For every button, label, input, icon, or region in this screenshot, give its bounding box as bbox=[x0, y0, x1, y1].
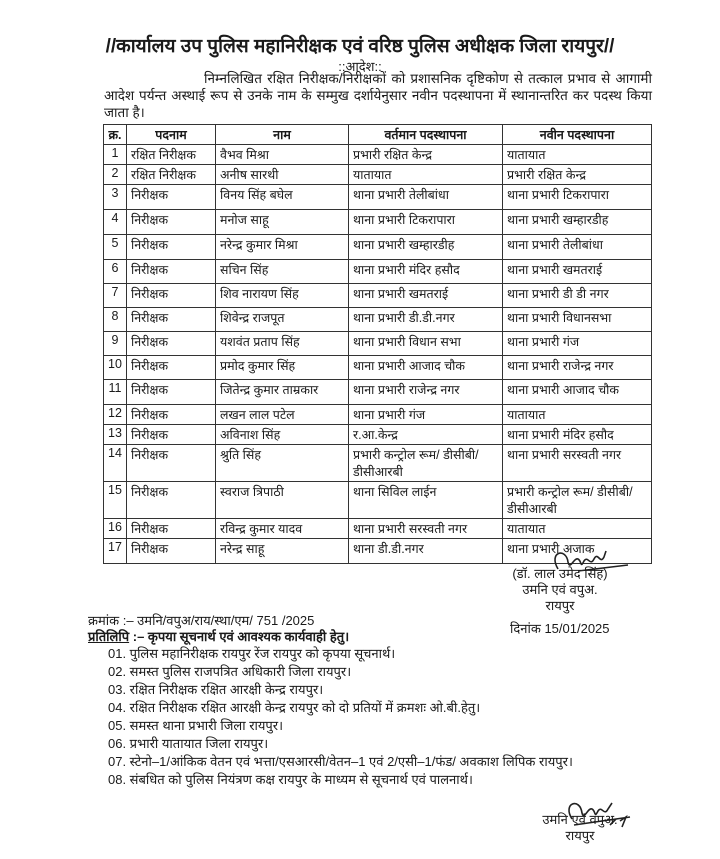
copy-list-item: 01. पुलिस महानिरीक्षक रायपुर रेंज रायपुर को कृपया सूचनार्थ। bbox=[108, 646, 396, 661]
cell-serial: 5 bbox=[104, 235, 127, 260]
cell-serial: 7 bbox=[104, 284, 127, 308]
cell-serial: 10 bbox=[104, 356, 127, 380]
copy-list-item: 02. समस्त पुलिस राजपत्रित अधिकारी जिला रायपुर। bbox=[108, 664, 352, 679]
cell-serial: 2 bbox=[104, 165, 127, 185]
table-row bbox=[104, 235, 652, 260]
cell-current-posting: थाना प्रभारी खम्हारडीह bbox=[349, 235, 503, 260]
copy-label: प्रतिलिपि bbox=[88, 629, 130, 644]
cell-name: नरेन्द्र कुमार मिश्रा bbox=[216, 235, 349, 260]
cell-designation: निरीक्षक bbox=[127, 185, 216, 210]
cell-designation: रक्षित निरीक्षक bbox=[127, 145, 216, 165]
cell-serial: 17 bbox=[104, 539, 127, 564]
cell-new-posting: थाना प्रभारी अजाक bbox=[503, 539, 652, 564]
order-heading: ::आदेश:: bbox=[338, 59, 382, 74]
cell-name: प्रमोद कुमार सिंह bbox=[216, 356, 349, 380]
cell-current-posting: थाना सिविल लाईन bbox=[349, 482, 503, 519]
cell-new-posting: यातायात bbox=[503, 145, 652, 165]
copy-to-heading bbox=[88, 627, 349, 645]
cell-current-posting: थाना प्रभारी विधान सभा bbox=[349, 332, 503, 356]
cell-new-posting: यातायात bbox=[503, 405, 652, 425]
table-row bbox=[104, 185, 652, 210]
cell-current-posting: प्रभारी रक्षित केन्द्र bbox=[349, 145, 503, 165]
col-new-posting: नवीन पदस्थापना bbox=[503, 125, 652, 145]
cell-name: मनोज साहू bbox=[216, 210, 349, 235]
cell-new-posting: प्रभारी रक्षित केन्द्र bbox=[503, 165, 652, 185]
cell-serial: 16 bbox=[104, 519, 127, 539]
cell-name: शिवेन्द्र राजपूत bbox=[216, 308, 349, 332]
cell-new-posting: यातायात bbox=[503, 519, 652, 539]
cell-new-posting: थाना प्रभारी विधानसभा bbox=[503, 308, 652, 332]
cell-serial: 15 bbox=[104, 482, 127, 519]
table-header-row bbox=[104, 125, 652, 145]
cell-name: यशवंत प्रताप सिंह bbox=[216, 332, 349, 356]
cell-serial: 13 bbox=[104, 425, 127, 445]
cell-serial: 4 bbox=[104, 210, 127, 235]
cell-current-posting: थाना प्रभारी डी.डी.नगर bbox=[349, 308, 503, 332]
cell-name: विनय सिंह बघेल bbox=[216, 185, 349, 210]
cell-name: अविनाश सिंह bbox=[216, 425, 349, 445]
cell-name: सचिन सिंह bbox=[216, 260, 349, 284]
cell-serial: 11 bbox=[104, 380, 127, 405]
cell-designation: निरीक्षक bbox=[127, 380, 216, 405]
cell-designation: निरीक्षक bbox=[127, 210, 216, 235]
cell-name: अनीष सारथी bbox=[216, 165, 349, 185]
signatory-place: रायपुर bbox=[545, 598, 575, 613]
table-row bbox=[104, 425, 652, 445]
office-title: //कार्यालय उप पुलिस महानिरीक्षक एवं वरिष्ठ पुलिस अधीक्षक जिला रायपुर// bbox=[105, 36, 615, 57]
cell-designation: निरीक्षक bbox=[127, 284, 216, 308]
cell-serial: 6 bbox=[104, 260, 127, 284]
signatory-designation-2: उमनि एवं वपुअ. bbox=[542, 812, 618, 827]
order-date: दिनांक 15/01/2025 bbox=[510, 621, 610, 636]
cell-current-posting: प्रभारी कन्ट्रोल रूम/ डीसीबी/डीसीआरबी bbox=[349, 445, 503, 482]
cell-serial: 12 bbox=[104, 405, 127, 425]
copy-list-item: 06. प्रभारी यातायात जिला रायपुर। bbox=[108, 736, 269, 751]
signatory-place-2: रायपुर bbox=[565, 828, 595, 843]
cell-designation: निरीक्षक bbox=[127, 405, 216, 425]
cell-designation: निरीक्षक bbox=[127, 425, 216, 445]
cell-name: जितेन्द्र कुमार ताम्रकार bbox=[216, 380, 349, 405]
col-name: नाम bbox=[216, 125, 349, 145]
cell-serial: 14 bbox=[104, 445, 127, 482]
table-row bbox=[104, 405, 652, 425]
cell-designation: निरीक्षक bbox=[127, 445, 216, 482]
col-designation: पदनाम bbox=[127, 125, 216, 145]
cell-current-posting: थाना प्रभारी मंदिर हसौद bbox=[349, 260, 503, 284]
cell-new-posting: थाना प्रभारी तेलीबांधा bbox=[503, 235, 652, 260]
col-serial: क्र. bbox=[104, 125, 127, 145]
cell-name: रविन्द्र कुमार यादव bbox=[216, 519, 349, 539]
cell-name: श्रुति सिंह bbox=[216, 445, 349, 482]
copy-text: :– कृपया सूचनार्थ एवं आवश्यक कार्यवाही हेतु। bbox=[132, 629, 350, 644]
copy-list-item: 08. संबधित को पुलिस नियंत्रण कक्ष रायपुर के माध्यम से सूचनार्थ एवं पालनार्थ। bbox=[108, 772, 473, 787]
cell-current-posting: थाना प्रभारी गंज bbox=[349, 405, 503, 425]
table-row bbox=[104, 482, 652, 519]
copy-list-item: 03. रक्षित निरीक्षक रक्षित आरक्षी केन्द्र रायपुर। bbox=[108, 682, 324, 697]
table-row bbox=[104, 332, 652, 356]
cell-designation: निरीक्षक bbox=[127, 482, 216, 519]
table-row bbox=[104, 165, 652, 185]
cell-new-posting: थाना प्रभारी डी डी नगर bbox=[503, 284, 652, 308]
cell-designation: निरीक्षक bbox=[127, 519, 216, 539]
cell-current-posting: थाना प्रभारी सरस्वती नगर bbox=[349, 519, 503, 539]
table-row bbox=[104, 445, 652, 482]
cell-new-posting: थाना प्रभारी खम्हारडीह bbox=[503, 210, 652, 235]
table-row bbox=[104, 519, 652, 539]
table-row bbox=[104, 356, 652, 380]
copy-list-item: 05. समस्त थाना प्रभारी जिला रायपुर। bbox=[108, 718, 284, 733]
cell-serial: 9 bbox=[104, 332, 127, 356]
cell-serial: 1 bbox=[104, 145, 127, 165]
cell-name: नरेन्द्र साहू bbox=[216, 539, 349, 564]
cell-name: स्वराज त्रिपाठी bbox=[216, 482, 349, 519]
cell-current-posting: थाना प्रभारी टिकरापारा bbox=[349, 210, 503, 235]
cell-designation: निरीक्षक bbox=[127, 235, 216, 260]
cell-new-posting: थाना प्रभारी खमतराई bbox=[503, 260, 652, 284]
cell-serial: 8 bbox=[104, 308, 127, 332]
cell-designation: निरीक्षक bbox=[127, 260, 216, 284]
cell-name: वैभव मिश्रा bbox=[216, 145, 349, 165]
cell-current-posting: थाना प्रभारी तेलीबांधा bbox=[349, 185, 503, 210]
table-row bbox=[104, 284, 652, 308]
copy-list bbox=[108, 645, 663, 789]
cell-designation: निरीक्षक bbox=[127, 308, 216, 332]
signatory-designation: उमनि एवं वपुअ. bbox=[522, 582, 598, 597]
cell-designation: निरीक्षक bbox=[127, 332, 216, 356]
cell-name: लखन लाल पटेल bbox=[216, 405, 349, 425]
table-row bbox=[104, 380, 652, 405]
cell-designation: रक्षित निरीक्षक bbox=[127, 165, 216, 185]
signatory-block-2 bbox=[520, 812, 640, 844]
cell-current-posting: र.आ.केन्द्र bbox=[349, 425, 503, 445]
signatory-block bbox=[480, 566, 640, 614]
col-current-posting: वर्तमान पदस्थापना bbox=[349, 125, 503, 145]
cell-current-posting: थाना प्रभारी खमतराई bbox=[349, 284, 503, 308]
copy-list-item: 04. रक्षित निरीक्षक रक्षित आरक्षी केन्द्र रायपुर को दो प्रतियों में क्रमशः ओ.बी.हेतु। bbox=[108, 700, 481, 715]
transfer-table bbox=[103, 124, 652, 564]
table-row bbox=[104, 260, 652, 284]
cell-current-posting: थाना डी.डी.नगर bbox=[349, 539, 503, 564]
cell-serial: 3 bbox=[104, 185, 127, 210]
cell-current-posting: यातायात bbox=[349, 165, 503, 185]
table-row bbox=[104, 210, 652, 235]
signatory-name: (डॉ. लाल उमेद सिंह) bbox=[512, 566, 608, 581]
copy-list-item: 07. स्टेनो–1/आंकिक वेतन एवं भत्ता/एसआरसी/वेतन–1 एवं 2/एसी–1/फंड/ अवकाश लिपिक रायपुर। bbox=[108, 754, 573, 769]
cell-new-posting: थाना प्रभारी मंदिर हसौद bbox=[503, 425, 652, 445]
table-row bbox=[104, 145, 652, 165]
cell-new-posting: थाना प्रभारी गंज bbox=[503, 332, 652, 356]
cell-new-posting: थाना प्रभारी राजेन्द्र नगर bbox=[503, 356, 652, 380]
cell-name: शिव नारायण सिंह bbox=[216, 284, 349, 308]
cell-current-posting: थाना प्रभारी राजेन्द्र नगर bbox=[349, 380, 503, 405]
cell-new-posting: थाना प्रभारी आजाद चौक bbox=[503, 380, 652, 405]
cell-current-posting: थाना प्रभारी आजाद चौक bbox=[349, 356, 503, 380]
intro-paragraph: निम्नलिखित रक्षित निरीक्षक/निरीक्षकों को प्रशासनिक दृष्टिकोण से तत्काल प्रभाव से आगामी आदेश पर्यन्त अस्थाई रूप से उनके नाम के सम्मुख दर्शायेनुसार नवीन पदस्थापना में स्थानान्तरित कर पदस्थ किया जाता है। bbox=[104, 71, 652, 120]
cell-new-posting: प्रभारी कन्ट्रोल रूम/ डीसीबी/डीसीआरबी bbox=[503, 482, 652, 519]
cell-new-posting: थाना प्रभारी सरस्वती नगर bbox=[503, 445, 652, 482]
reference-number: क्रमांक :– उमनि/वपुअ/राय/स्था/एम/ 751 /2025 bbox=[88, 613, 315, 628]
cell-designation: निरीक्षक bbox=[127, 356, 216, 380]
cell-designation: निरीक्षक bbox=[127, 539, 216, 564]
table-row bbox=[104, 308, 652, 332]
cell-new-posting: थाना प्रभारी टिकरापारा bbox=[503, 185, 652, 210]
